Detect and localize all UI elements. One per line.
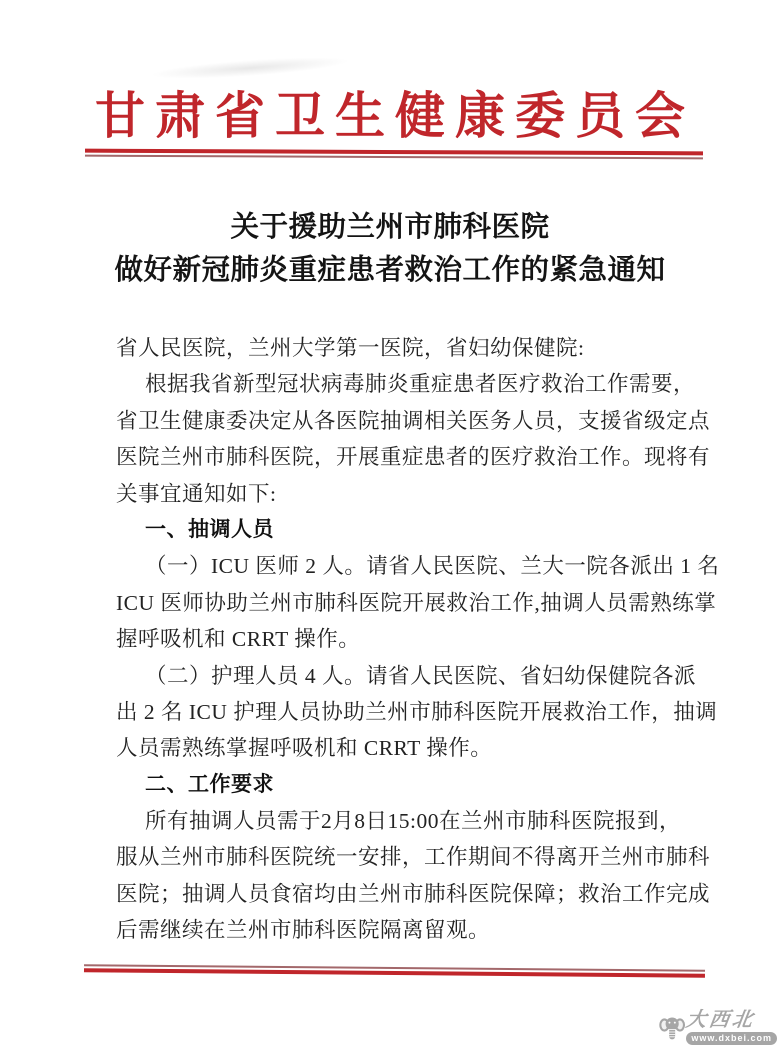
body-line: 服从兰州市肺科医院统一安排，工作期间不得离开兰州市肺科 bbox=[116, 845, 711, 870]
elephant-logo-icon bbox=[659, 1007, 685, 1049]
body-line: （二）护理人员 4 人。请省人民医院、省妇幼保健院各派 bbox=[145, 663, 697, 688]
document-title bbox=[10, 206, 770, 292]
body-line: 一、抽调人员 bbox=[145, 517, 274, 541]
body-line: 医院兰州市肺科医院，开展重症患者的医疗救治工作。现将有 bbox=[116, 445, 711, 470]
document-title-line2: 做好新冠肺炎重症患者救治工作的紧急通知 bbox=[114, 255, 666, 286]
scan-smudge bbox=[150, 53, 351, 83]
body-line: 后需继续在兰州市肺科医院隔离留观。 bbox=[116, 918, 491, 943]
document-title-line1: 关于援助兰州市肺科医院 bbox=[230, 212, 550, 243]
header-divider-line bbox=[85, 149, 703, 160]
body-line: 人员需熟练掌握呼吸机和 CRRT 操作。 bbox=[116, 736, 493, 761]
body-line: ICU 医师协助兰州市肺科医院开展救治工作,抽调人员需熟练掌 bbox=[116, 590, 717, 615]
footer-divider-line bbox=[84, 964, 705, 977]
body-line: 关事宜通知如下: bbox=[116, 481, 277, 506]
body-line: 医院；抽调人员食宿均由兰州市肺科医院保障；救治工作完成 bbox=[116, 881, 711, 906]
watermark-brand: 大西北 bbox=[684, 1009, 757, 1031]
body-line: 二、工作要求 bbox=[145, 772, 274, 796]
watermark bbox=[659, 1007, 777, 1051]
body-line: 根据我省新型冠状病毒肺炎重症患者医疗救治工作需要， bbox=[145, 372, 696, 397]
header-divider-thin-line bbox=[85, 155, 703, 160]
body-line: 出 2 名 ICU 护理人员协助兰州市肺科医院开展救治工作，抽调 bbox=[116, 699, 718, 724]
body-line: 所有抽调人员需于2月8日15:00在兰州市肺科医院报到， bbox=[145, 809, 681, 834]
watermark-url: www.dxbei.com bbox=[686, 1032, 777, 1045]
body-line: 握呼吸机和 CRRT 操作。 bbox=[116, 627, 361, 652]
body-line: 省人民医院，兰州大学第一医院，省妇幼保健院: bbox=[116, 336, 585, 360]
watermark-text-group bbox=[686, 1010, 777, 1045]
document-header-org: 甘肃省卫生健康委员会 bbox=[95, 88, 695, 144]
document-body bbox=[116, 330, 720, 949]
body-line: （一）ICU 医师 2 人。请省人民医院、兰大一院各派出 1 名 bbox=[145, 554, 720, 579]
body-line: 省卫生健康委决定从各医院抽调相关医务人员，支援省级定点 bbox=[116, 408, 711, 433]
